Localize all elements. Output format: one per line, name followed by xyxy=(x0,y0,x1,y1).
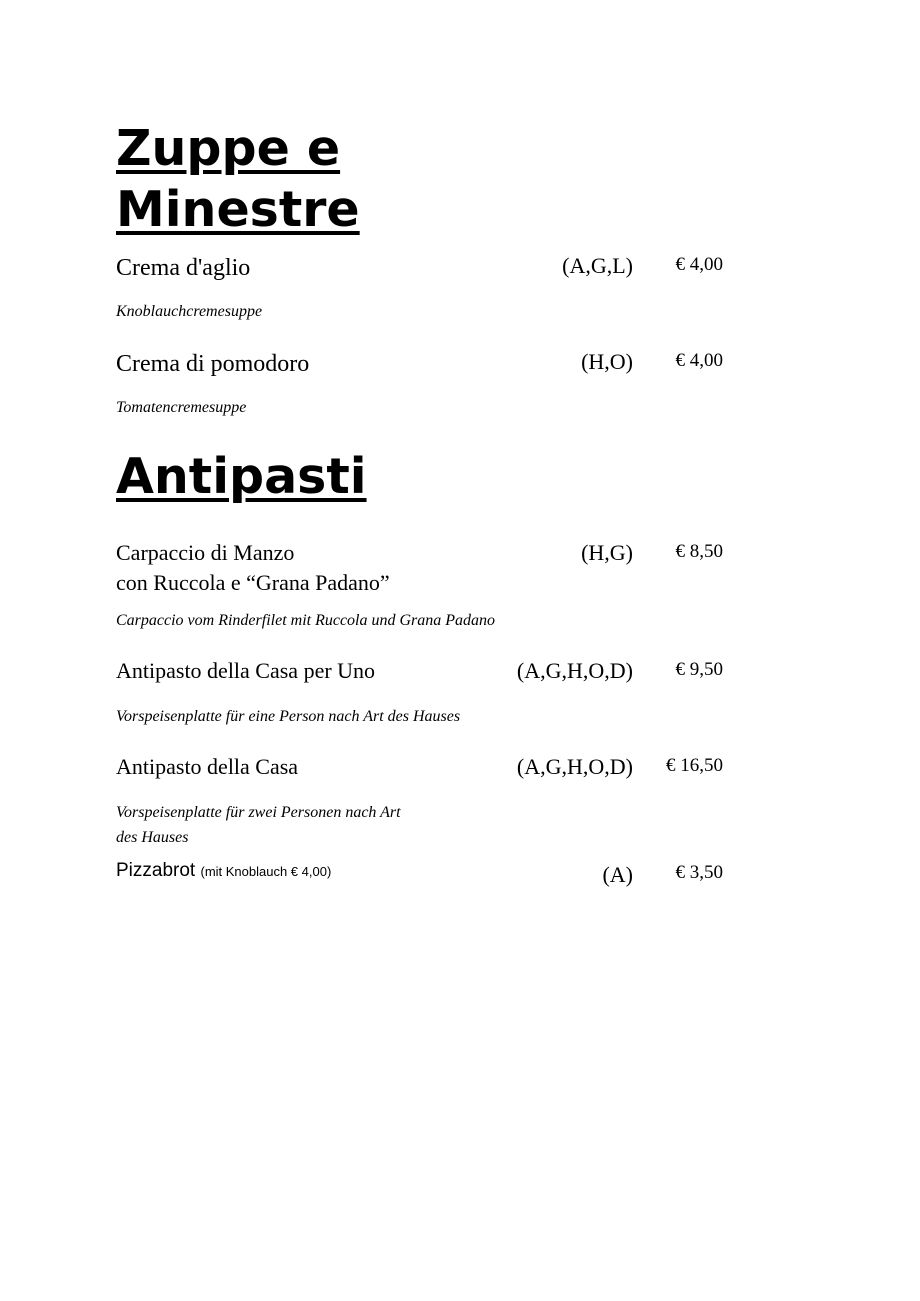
item-name: Crema di pomodoro xyxy=(116,351,310,377)
item-description-line2: des Hauses xyxy=(116,829,189,846)
item-description: Tomatencremesuppe xyxy=(116,399,247,416)
item-allergens: (A,G,H,O,D) xyxy=(516,754,633,779)
section-title-line1: Antipasti xyxy=(116,448,367,505)
item-name: Antipasto della Casa xyxy=(116,754,299,779)
item-description: Carpaccio vom Rinderfilet mit Ruccola und Grana Padano xyxy=(116,612,496,629)
item-allergens: (A) xyxy=(602,862,633,887)
item-price: € 4,00 xyxy=(675,254,723,275)
item-price: € 16,50 xyxy=(666,755,723,776)
item-name-line2: con Ruccola e “Grana Padano” xyxy=(116,570,390,595)
item-allergens: (H,O) xyxy=(581,349,633,374)
item-description-line1: Vorspeisenplatte für zwei Personen nach Art xyxy=(116,804,401,821)
item-allergens: (H,G) xyxy=(581,540,633,565)
item-allergens: (A,G,L) xyxy=(562,253,633,278)
item-name: Antipasto della Casa per Uno xyxy=(116,658,376,683)
item-price: € 8,50 xyxy=(675,541,723,562)
item-name: Pizzabrot xyxy=(116,860,196,881)
item-description: Knoblauchcremesuppe xyxy=(116,303,263,320)
section-title-line1: Zuppe e xyxy=(116,120,341,177)
section-title-zuppe xyxy=(116,118,360,240)
item-price: € 4,00 xyxy=(675,350,723,371)
item-name-line1: Carpaccio di Manzo xyxy=(116,540,295,565)
item-description: Vorspeisenplatte für eine Person nach Art des Hauses xyxy=(116,708,461,725)
item-name-row xyxy=(116,857,331,886)
item-name: Crema d'aglio xyxy=(116,255,251,281)
section-title-line2: Minestre xyxy=(116,181,360,238)
item-price: € 9,50 xyxy=(675,659,723,680)
section-title-antipasti xyxy=(116,446,367,507)
item-allergens: (A,G,H,O,D) xyxy=(516,658,633,683)
item-note: (mit Knoblauch € 4,00) xyxy=(200,864,332,879)
item-price: € 3,50 xyxy=(675,862,723,883)
